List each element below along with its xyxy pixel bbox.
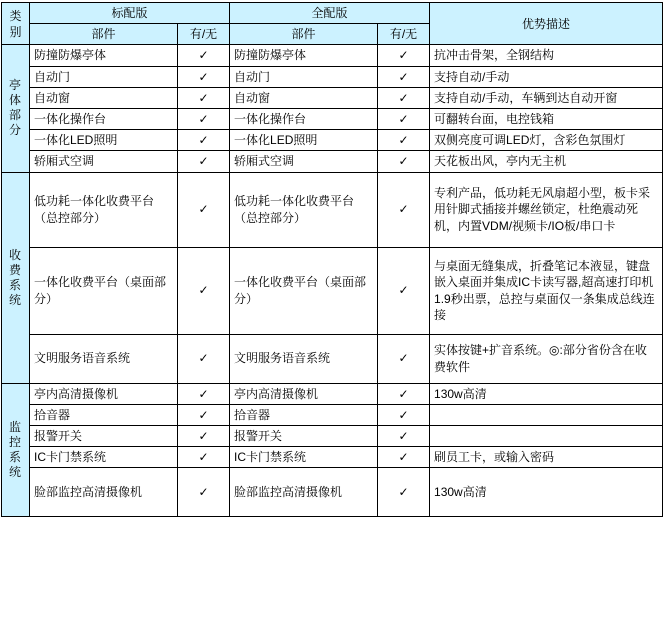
standard-check: ✓ <box>178 404 230 425</box>
group-char: 监 <box>8 419 22 434</box>
advantage-desc <box>430 425 663 446</box>
header-standard-edition: 标配版 <box>30 3 230 24</box>
part-name: 自动窗 <box>30 87 178 108</box>
group-char: 收 <box>8 247 22 262</box>
advantage-desc: 双侧亮度可调LED灯，含彩色氛围灯 <box>430 130 663 151</box>
header-part-standard: 部件 <box>30 24 178 45</box>
table-row <box>2 383 663 404</box>
table-row <box>2 108 663 129</box>
full-check: ✓ <box>378 334 430 383</box>
advantage-desc: 与桌面无缝集成，折叠笔记本液显，键盘嵌入桌面并集成IC卡读写器,超高速打印机1.9秒出票，总控与桌面仅一条集成总线连接 <box>430 247 663 334</box>
part-name-full: 报警开关 <box>230 425 378 446</box>
full-check: ✓ <box>378 404 430 425</box>
part-name: IC卡门禁系统 <box>30 447 178 468</box>
part-name-full: 轿厢式空调 <box>230 151 378 172</box>
full-check: ✓ <box>378 172 430 247</box>
advantage-desc: 天花板出风，亭内无主机 <box>430 151 663 172</box>
table-row <box>2 130 663 151</box>
full-check: ✓ <box>378 87 430 108</box>
advantage-desc: 抗冲击骨架，全钢结构 <box>430 45 663 66</box>
table-row <box>2 45 663 66</box>
standard-check: ✓ <box>178 447 230 468</box>
advantage-desc: 130w高清 <box>430 468 663 517</box>
part-name-full: 自动门 <box>230 66 378 87</box>
standard-check: ✓ <box>178 425 230 446</box>
group-char: 系 <box>8 277 22 292</box>
part-name-full: 自动窗 <box>230 87 378 108</box>
header-category-line2: 别 <box>9 24 22 39</box>
full-check: ✓ <box>378 45 430 66</box>
standard-check: ✓ <box>178 172 230 247</box>
header-part-full: 部件 <box>230 24 378 45</box>
full-check: ✓ <box>378 130 430 151</box>
table-row <box>2 87 663 108</box>
part-name-full: 防撞防爆亭体 <box>230 45 378 66</box>
header-category <box>2 3 30 45</box>
standard-check: ✓ <box>178 130 230 151</box>
full-check: ✓ <box>378 66 430 87</box>
header-category-line1: 类 <box>9 8 22 23</box>
group-char: 系 <box>8 449 22 464</box>
part-name: 低功耗一体化收费平台（总控部分） <box>30 172 178 247</box>
group-label-shoufei <box>2 172 30 383</box>
part-name-full: 一体化LED照明 <box>230 130 378 151</box>
header-has-full: 有/无 <box>378 24 430 45</box>
standard-check: ✓ <box>178 247 230 334</box>
advantage-desc: 刷员工卡，或输入密码 <box>430 447 663 468</box>
table-row <box>2 247 663 334</box>
advantage-desc <box>430 404 663 425</box>
group-char: 亭 <box>8 78 22 93</box>
part-name-full: 亭内高清摄像机 <box>230 383 378 404</box>
header-has-standard: 有/无 <box>178 24 230 45</box>
table-row <box>2 404 663 425</box>
part-name: 轿厢式空调 <box>30 151 178 172</box>
header-advantage: 优势描述 <box>430 3 663 45</box>
part-name: 脸部监控高清摄像机 <box>30 468 178 517</box>
group-char: 体 <box>8 93 22 108</box>
header-full-edition: 全配版 <box>230 3 430 24</box>
advantage-desc: 130w高清 <box>430 383 663 404</box>
standard-check: ✓ <box>178 87 230 108</box>
table-row <box>2 151 663 172</box>
full-check: ✓ <box>378 425 430 446</box>
table-row <box>2 447 663 468</box>
part-name: 亭内高清摄像机 <box>30 383 178 404</box>
part-name-full: 一体化操作台 <box>230 108 378 129</box>
full-check: ✓ <box>378 151 430 172</box>
group-label-tingti <box>2 45 30 172</box>
table-row <box>2 172 663 247</box>
standard-check: ✓ <box>178 108 230 129</box>
part-name-full: 脸部监控高清摄像机 <box>230 468 378 517</box>
advantage-desc: 支持自动/手动 <box>430 66 663 87</box>
group-char: 统 <box>8 464 22 479</box>
standard-check: ✓ <box>178 151 230 172</box>
group-label-jiankong <box>2 383 30 517</box>
part-name: 一体化LED照明 <box>30 130 178 151</box>
part-name-full: IC卡门禁系统 <box>230 447 378 468</box>
advantage-desc: 专利产品，低功耗无风扇超小型，板卡采用针脚式插接并螺丝锁定，杜绝震动死机，内置VDM/视频卡/IO板/串口卡 <box>430 172 663 247</box>
advantage-desc: 支持自动/手动，车辆到达自动开窗 <box>430 87 663 108</box>
standard-check: ✓ <box>178 334 230 383</box>
part-name-full: 一体化收费平台（桌面部分） <box>230 247 378 334</box>
group-char: 控 <box>8 434 22 449</box>
standard-check: ✓ <box>178 383 230 404</box>
table-row <box>2 425 663 446</box>
table-row <box>2 66 663 87</box>
part-name: 防撞防爆亭体 <box>30 45 178 66</box>
part-name: 自动门 <box>30 66 178 87</box>
advantage-desc: 可翻转台面，电控钱箱 <box>430 108 663 129</box>
standard-check: ✓ <box>178 66 230 87</box>
full-check: ✓ <box>378 108 430 129</box>
group-char: 费 <box>8 262 22 277</box>
group-char: 分 <box>8 123 22 138</box>
part-name-full: 拾音器 <box>230 404 378 425</box>
group-char: 统 <box>8 292 22 307</box>
advantage-desc: 实体按键+扩音系统。◎:部分省份含在收费软件 <box>430 334 663 383</box>
specification-table <box>1 2 663 517</box>
part-name: 文明服务语音系统 <box>30 334 178 383</box>
part-name: 报警开关 <box>30 425 178 446</box>
full-check: ✓ <box>378 468 430 517</box>
group-char: 部 <box>8 108 22 123</box>
part-name: 一体化收费平台（桌面部分） <box>30 247 178 334</box>
full-check: ✓ <box>378 383 430 404</box>
table-header-row-1 <box>2 3 663 24</box>
full-check: ✓ <box>378 447 430 468</box>
full-check: ✓ <box>378 247 430 334</box>
part-name-full: 文明服务语音系统 <box>230 334 378 383</box>
part-name: 一体化操作台 <box>30 108 178 129</box>
part-name: 拾音器 <box>30 404 178 425</box>
standard-check: ✓ <box>178 45 230 66</box>
table-row <box>2 334 663 383</box>
standard-check: ✓ <box>178 468 230 517</box>
table-row <box>2 468 663 517</box>
part-name-full: 低功耗一体化收费平台（总控部分） <box>230 172 378 247</box>
